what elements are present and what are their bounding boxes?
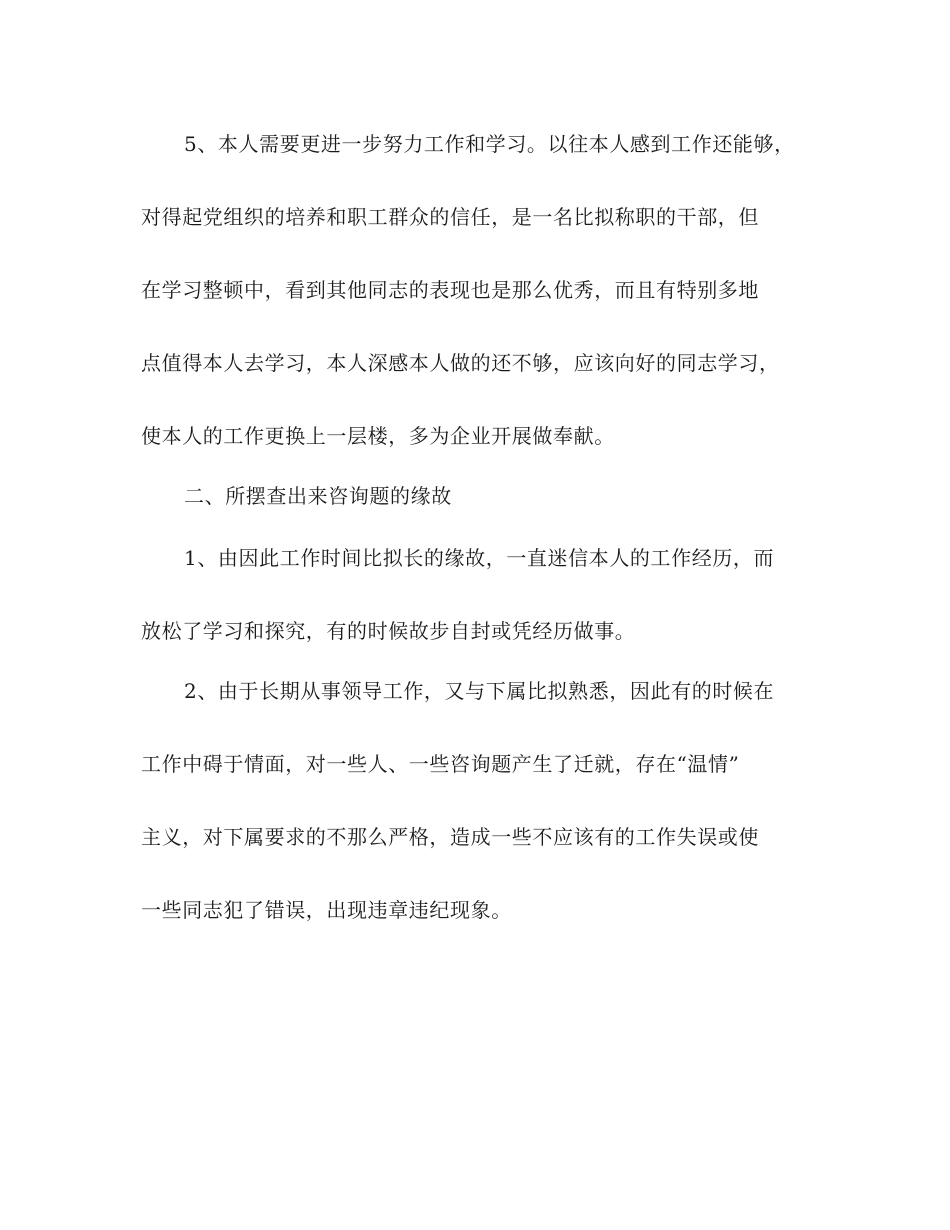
paragraph-line: 2、由于长期从事领导工作，又与下属比拟熟悉，因此有的时候在: [184, 679, 775, 703]
paragraph-line: 对得起党组织的培养和职工群众的信任，是一名比拟称职的干部，但: [141, 205, 759, 229]
paragraph-line: 点值得本人去学习，本人深感本人做的还不够，应该向好的同志学习，: [141, 351, 780, 375]
paragraph-line: 1、由因此工作时间比拟长的缘故，一直迷信本人的工作经历，而: [184, 546, 775, 570]
section-heading: 二、所摆查出来咨询题的缘故: [184, 484, 452, 508]
paragraph-line: 使本人的工作更换上一层楼，多为企业开展做奉献。: [141, 424, 615, 448]
paragraph-line: 在学习整顿中，看到其他同志的表现也是那么优秀，而且有特别多地: [141, 278, 759, 302]
paragraph-line: 主义，对下属要求的不那么严格，造成一些不应该有的工作失误或使: [141, 825, 759, 849]
paragraph-line: 5、本人需要更进一步努力工作和学习。以往本人感到工作还能够，: [184, 132, 795, 156]
paragraph-line: 一些同志犯了错误，出现违章违纪现象。: [141, 898, 512, 922]
paragraph-line: 工作中碍于情面，对一些人、一些咨询题产生了迁就，存在“温情”: [141, 752, 740, 776]
paragraph-line: 放松了学习和探究，有的时候故步自封或凭经历做事。: [141, 619, 636, 643]
